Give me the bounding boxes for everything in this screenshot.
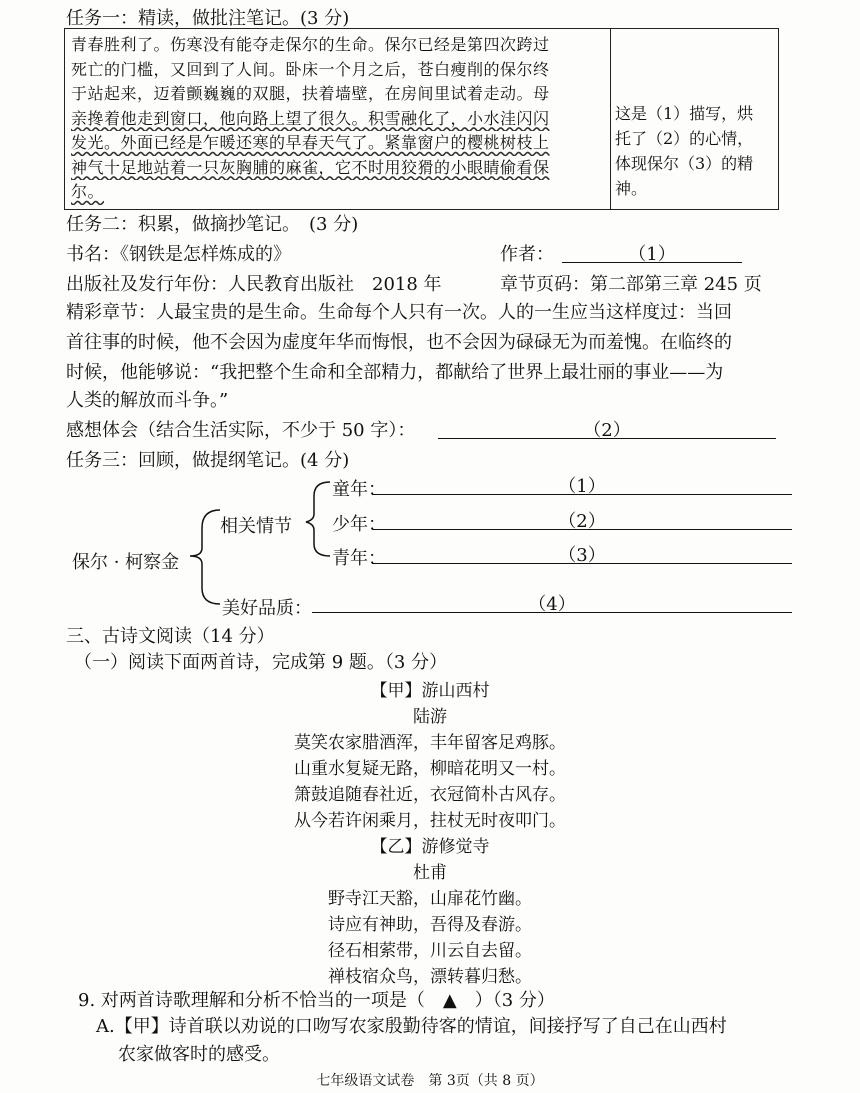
note-line: 神。 — [615, 179, 648, 198]
outline-item-blank[interactable]: （2） — [372, 507, 792, 530]
publisher: 出版社及发行年份：人民教育出版社 2018 年 — [66, 274, 442, 295]
page-footer: 七年级语文试卷 第 3页（共 8 页） — [316, 1073, 544, 1089]
excerpt-line: 时候，他能够说：“我把整个生命和全部精力，都献给了世界上最壮丽的事业——为 — [66, 362, 724, 383]
option-a-line: 农家做客时的感受。 — [118, 1044, 280, 1065]
section3-sub: （一）阅读下面两首诗，完成第 9 题。（3 分） — [74, 652, 448, 673]
poem-line: 诗应有神助，吾得及春游。 — [328, 915, 532, 935]
author-blank[interactable]: （1） — [562, 240, 742, 263]
poem-a-author: 陆游 — [413, 707, 447, 727]
note-line: 托了（2）的心情， — [615, 129, 754, 148]
outline-item-label: 少年： — [332, 514, 386, 535]
annotation-table — [64, 28, 779, 210]
passage-line: 尔。 — [71, 182, 105, 201]
passage-line: 发光。外面已经是乍暖还寒的早春天气了。紧靠窗户的樱桃树枝上 — [71, 133, 550, 152]
task3-title: 任务三：回顾，做提纲笔记。(4 分) — [66, 450, 350, 471]
outline-branch-plot: 相关情节 — [220, 516, 292, 537]
excerpt-line: 精彩章节：人最宝贵的是生命。生命每个人只有一次。人的一生应当这样度过：当回 — [66, 302, 732, 323]
poem-a-title: 【甲】游山西村 — [370, 681, 490, 701]
poem-line: 山重水复疑无路，柳暗花明又一村。 — [294, 759, 566, 779]
note-line: 体现保尔（3）的精 — [615, 154, 754, 173]
poem-line: 箫鼓追随春社近，衣冠简朴古风存。 — [294, 785, 566, 805]
passage-line: 神气十足地站着一只灰胸脯的麻雀，它不时用狡猾的小眼睛偷看保 — [71, 157, 550, 177]
outline-item-blank[interactable]: （1） — [372, 472, 792, 495]
book-label: 书名：《钢铁是怎样炼成的》 — [66, 244, 291, 265]
poem-line: 禅枝宿众鸟，漂转暮归愁。 — [328, 967, 532, 987]
outline-root: 保尔 · 柯察金 — [72, 552, 180, 573]
task1-title: 任务一：精读，做批注笔记。(3 分) — [66, 8, 350, 29]
author-label: 作者： — [500, 244, 554, 265]
reflection-blank[interactable]: （2） — [438, 416, 776, 439]
section3-title: 三、古诗文阅读（14 分） — [66, 626, 275, 647]
option-a-line: A.【甲】诗首联以劝说的口吻写农家殷勤待客的情谊，间接抒写了自己在山西村 — [96, 1016, 727, 1037]
chapter: 章节页码：第二部第三章 245 页 — [500, 274, 762, 295]
poem-line: 径石相萦带，川云自去留。 — [328, 941, 532, 961]
reflection-label: 感想体会（结合生活实际，不少于 50 字）： — [66, 420, 416, 441]
task2-title: 任务二：积累，做摘抄笔记。 (3 分) — [66, 214, 359, 235]
passage-line: 亲搀着他走到窗口，他向路上望了很久。积雪融化了，小水洼闪闪 — [71, 108, 550, 128]
poem-line: 莫笑农家腊酒浑，丰年留客足鸡豚。 — [294, 733, 566, 753]
poem-b-author: 杜甫 — [413, 863, 447, 883]
poem-b-title: 【乙】游修觉寺 — [370, 837, 490, 857]
outline-item-blank[interactable]: （3） — [372, 541, 792, 564]
passage-cell — [65, 29, 611, 210]
poem-line: 野寺江天豁，山扉花竹幽。 — [328, 889, 532, 909]
outline-quality-blank[interactable]: （4） — [312, 590, 792, 613]
passage-line: 青春胜利了。伤寒没有能夺走保尔的生命。保尔已经是第四次跨过 — [71, 35, 550, 54]
outline-item-label: 青年： — [332, 548, 386, 569]
passage-line: 于站起来，迈着颤巍巍的双腿，扶着墙壁，在房间里试着走动。母 — [71, 84, 550, 103]
note-cell — [611, 29, 779, 210]
note-line: 这是（1）描写，烘 — [615, 104, 754, 123]
excerpt-line: 首往事的时候，他不会因为虚度年华而悔恨，也不会因为碌碌无为而羞愧。在临终的 — [66, 332, 732, 353]
question-9-stem: 9. 对两首诗歌理解和分析不恰当的一项是（ ▲ ）（3 分） — [78, 990, 555, 1011]
excerpt-line: 人类的解放而斗争。” — [66, 390, 229, 411]
outline-item-label: 童年： — [332, 479, 386, 500]
passage-line: 死亡的门槛，又回到了人间。卧床一个月之后，苍白瘦削的保尔终 — [71, 59, 550, 79]
poem-line: 从今若许闲乘月，拄杖无时夜叩门。 — [294, 811, 566, 831]
outline-branch-quality: 美好品质： — [222, 598, 312, 619]
